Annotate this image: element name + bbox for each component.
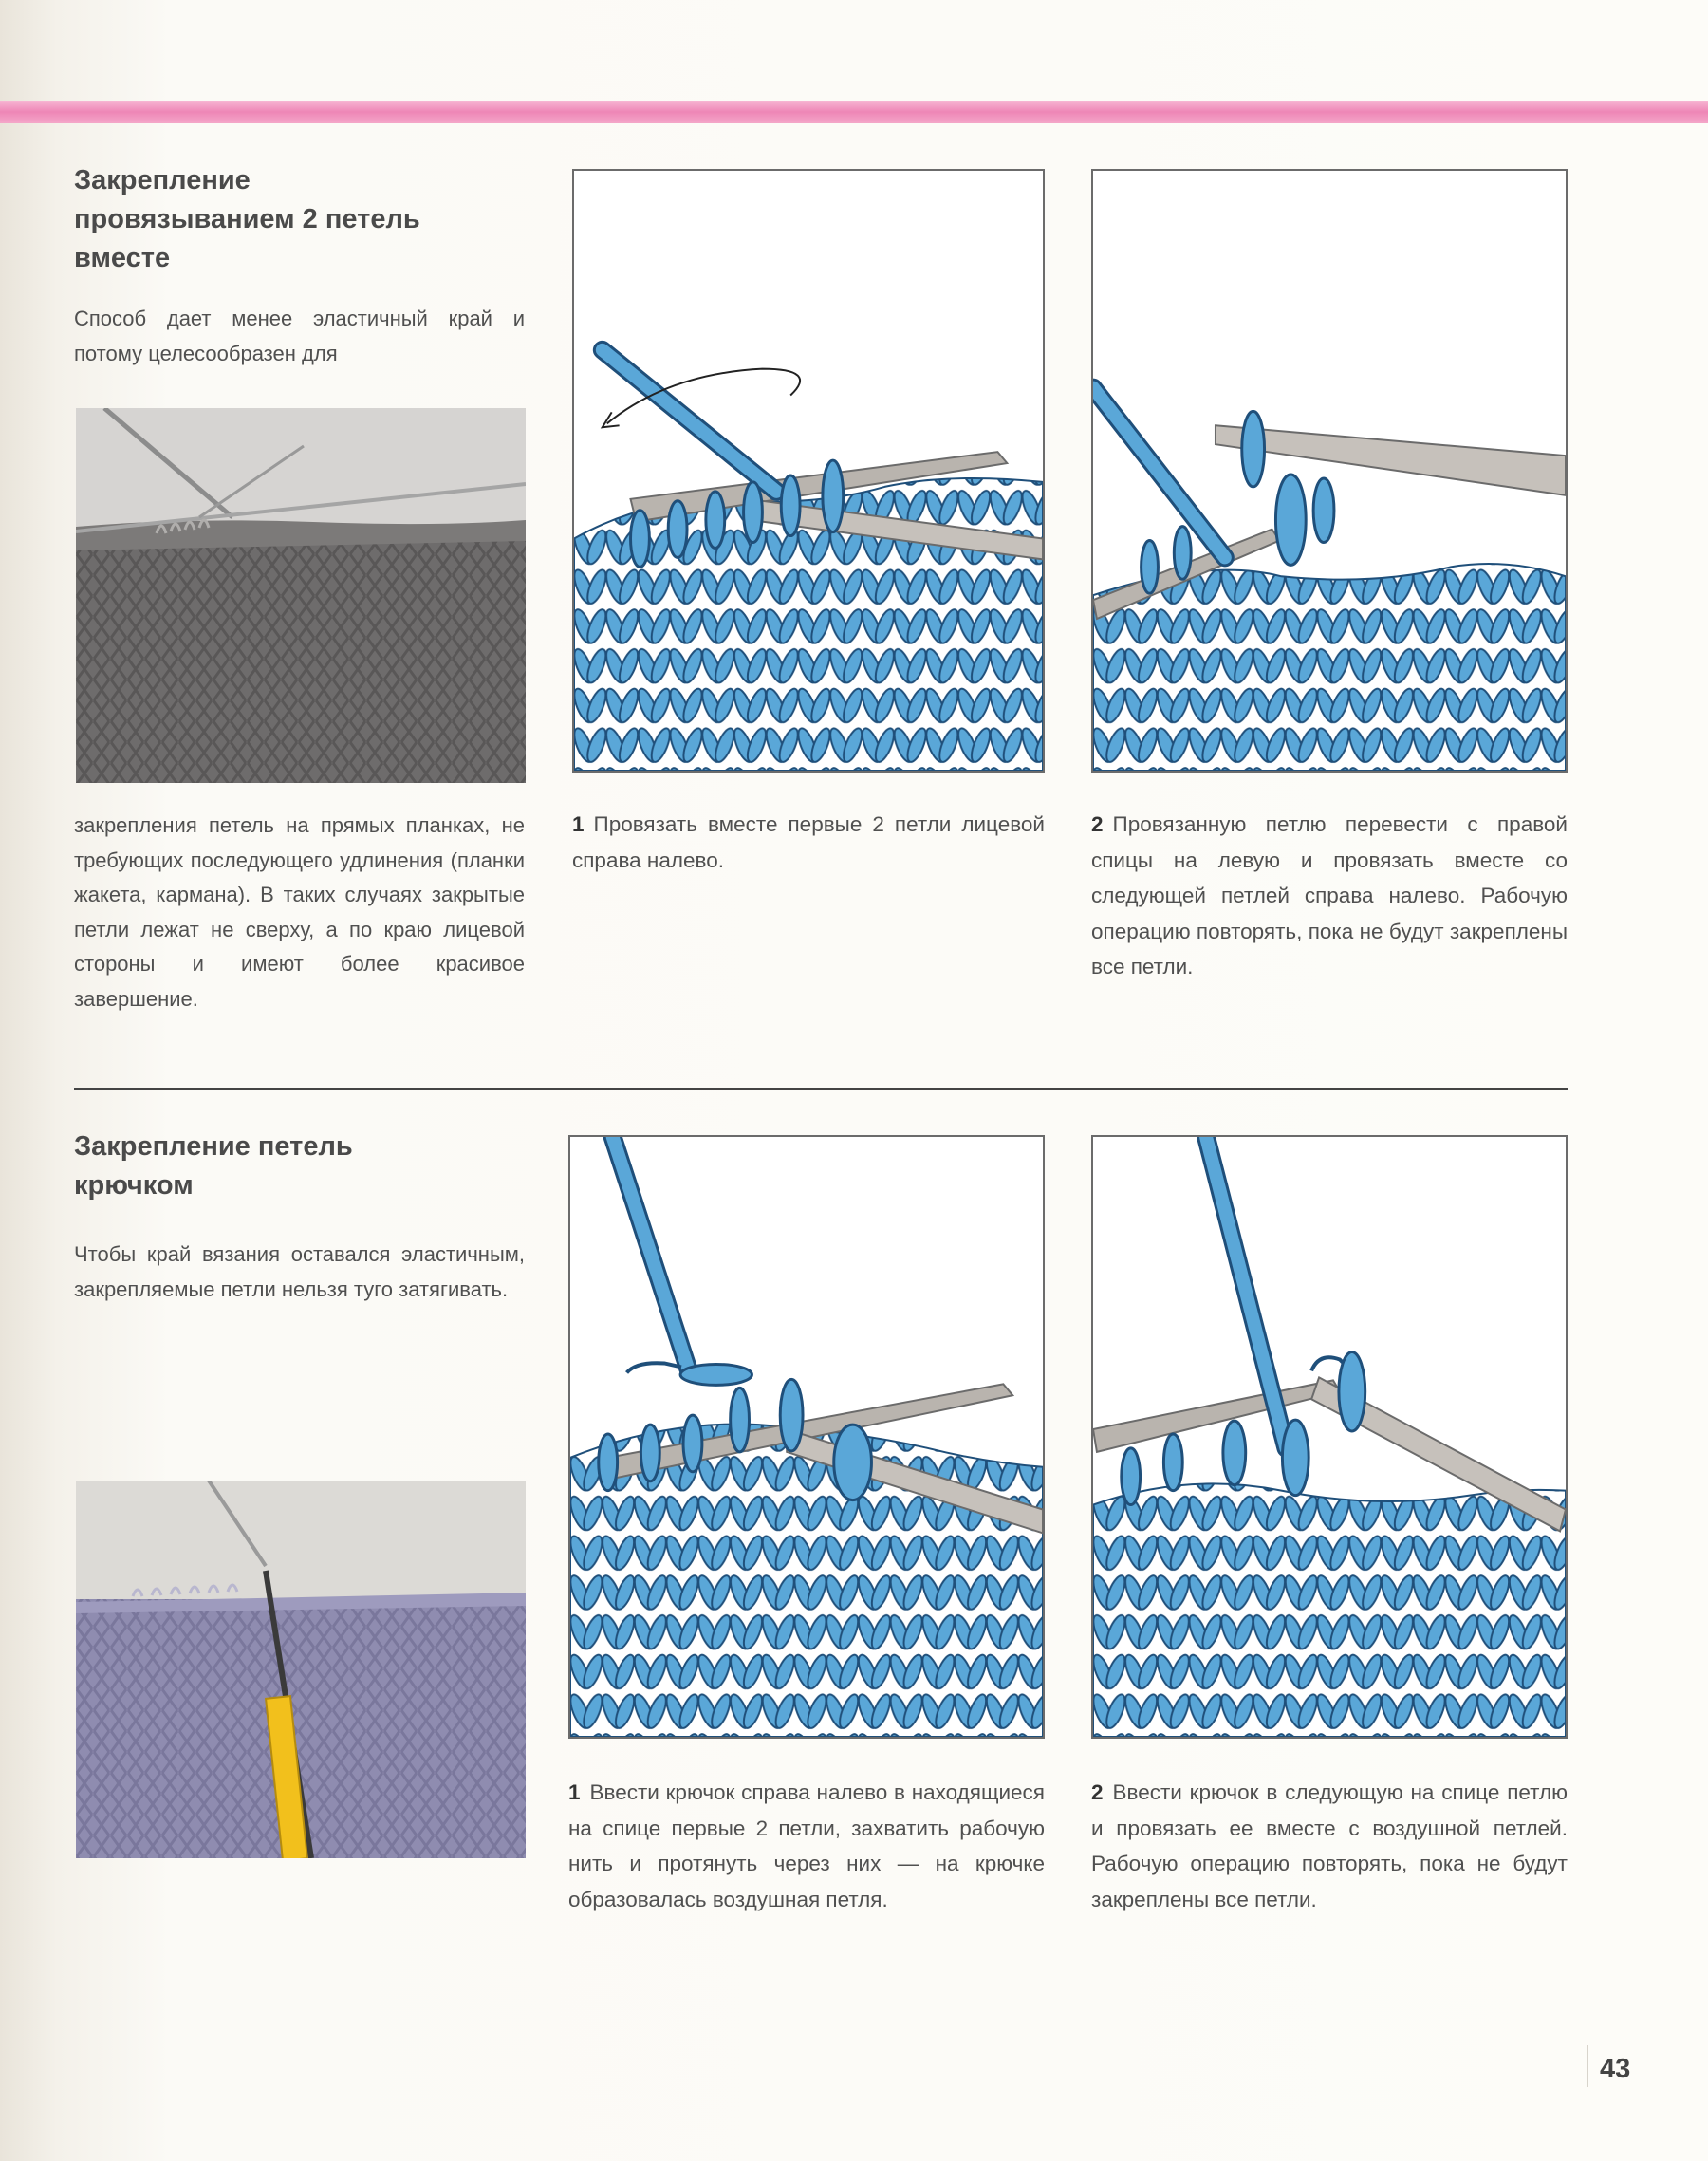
step-number: 2 (1091, 812, 1104, 836)
section1-step2-caption (1091, 807, 1568, 985)
step-text: Провязать вместе первые 2 петли лицевой справа налево. (572, 812, 1045, 872)
section2-step1-caption (568, 1775, 1045, 1917)
step-text: Ввести крючок справа налево в находящиеся на спице первые 2 петли, захватить рабочую нить и протянуть через них — на крючке образовалась воздушная петля. (568, 1780, 1045, 1911)
page-number: 43 (1600, 2054, 1631, 2084)
section2-photo (76, 1481, 526, 1858)
section-divider (74, 1088, 1568, 1090)
section2-intro: Чтобы край вязания оставался эластичным, закрепляемые петли нельзя туго затягивать. (74, 1242, 525, 1301)
section1-title-line: провязыванием 2 петель (74, 204, 420, 234)
section1-title-line: вместе (74, 243, 171, 273)
section1-step2-illustration (1091, 169, 1568, 773)
section2-title-line: Закрепление петель (74, 1131, 353, 1162)
section1-step1-illustration (572, 169, 1045, 773)
page-number-rule (1587, 2045, 1588, 2087)
step-text: Провязанную петлю перевести с правой спицы на левую и провязать вместе со следующей петлей справа налево. Рабочую операцию повторять, пока не будут закреплены все петли. (1091, 812, 1568, 978)
section1-step1-caption (572, 807, 1045, 878)
section2-title-line: крючком (74, 1170, 194, 1201)
section1-continuation: закрепления петель на прямых планках, не требующих последующего удлинения (планки жакета, кармана). В таких случаях закрытые петли лежат не сверху, а по краю лицевой стороны и имеют более красивое завершение. (74, 813, 525, 1011)
step-text: Ввести крючок в следующую на спице петлю и провязать ее вместе с воздушной петлей. Рабочую операцию повторять, пока не будут закреплены все петли. (1091, 1780, 1568, 1911)
section1-title (74, 161, 548, 278)
section1-intro: Способ дает менее эластичный край и потому целесообразен для (74, 307, 525, 365)
section2-step2-illustration (1091, 1135, 1568, 1739)
section2-step2-caption (1091, 1775, 1568, 1917)
section2-step1-illustration (568, 1135, 1045, 1739)
step-number: 1 (572, 812, 585, 836)
section1-photo (76, 408, 526, 783)
step-number: 1 (568, 1780, 581, 1804)
section1-title-line: Закрепление (74, 165, 251, 196)
section2-title (74, 1127, 548, 1205)
step-number: 2 (1091, 1780, 1104, 1804)
header-accent-band (0, 101, 1708, 123)
